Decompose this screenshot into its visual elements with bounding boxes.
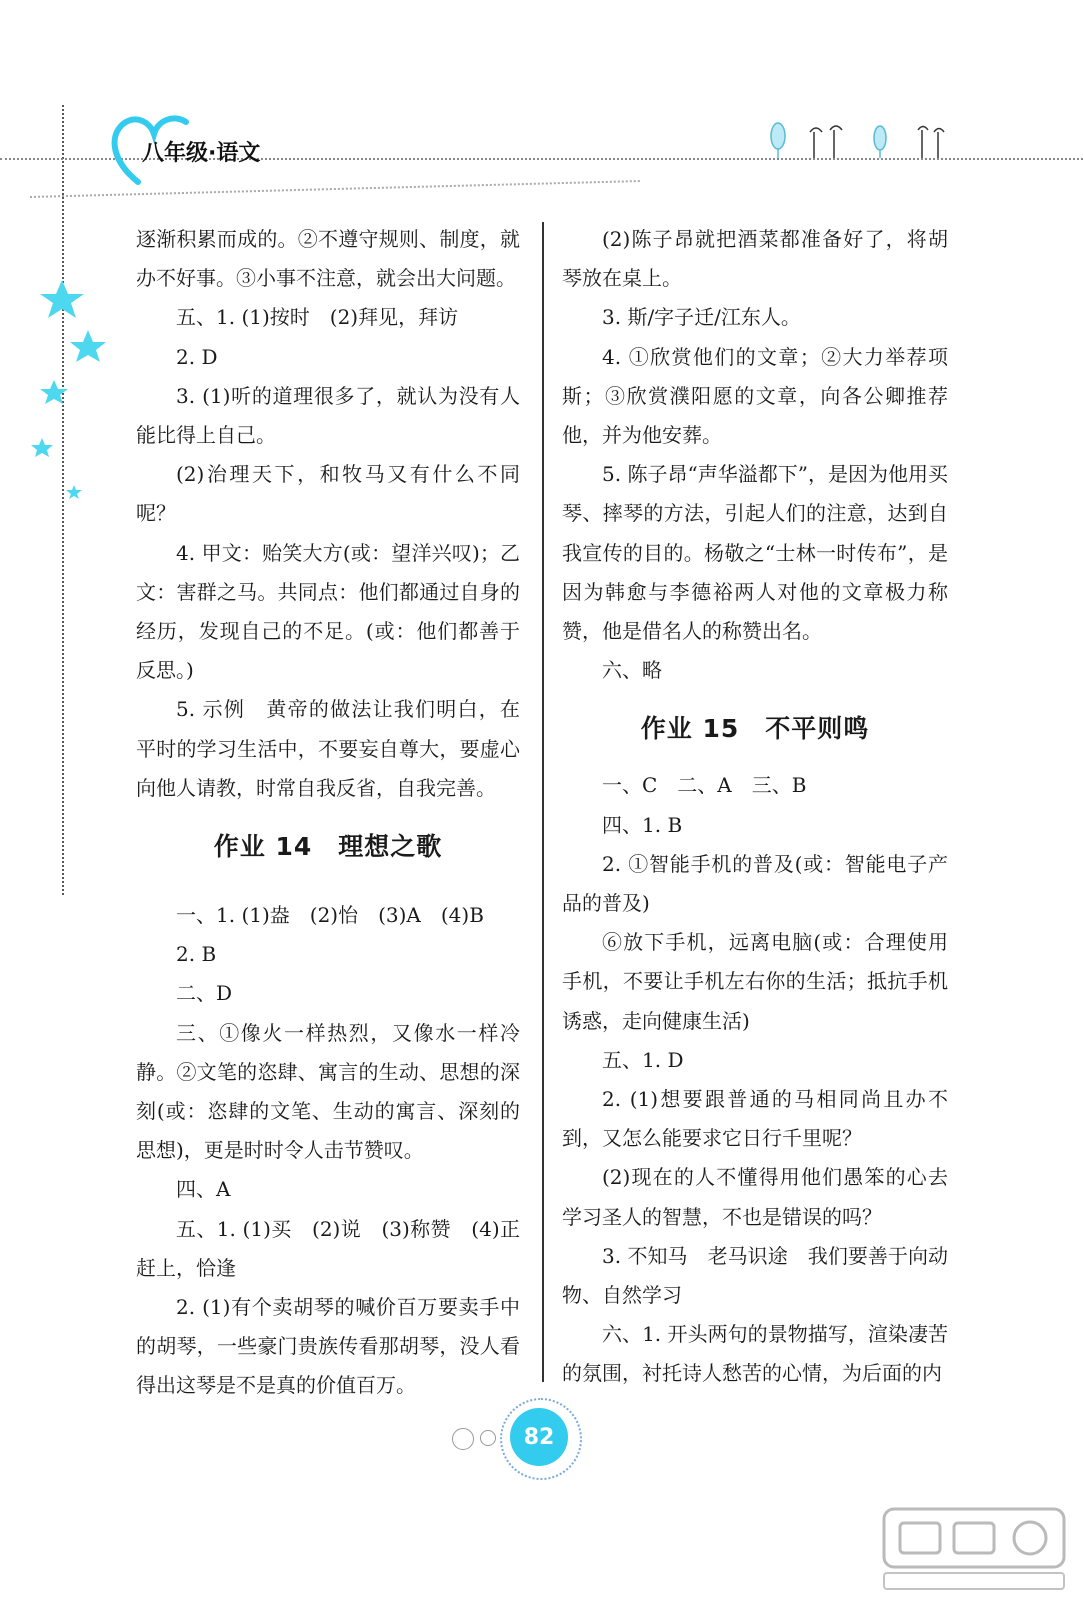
answer-text: 2. ①智能手机的普及(或：智能电子产品的普及) (562, 851, 948, 916)
answer-text: 三、①像火一样热烈，又像水一样冷静。②文笔的恣肆、寓言的生动、思想的深刻(或：恣肆的文笔、生动的寓言、深刻的思想)，更是时时令人击节赞叹。 (136, 1020, 520, 1163)
answer-text: (2)陈子昂就把酒菜都准备好了，将胡琴放在桌上。 (562, 227, 948, 291)
answer-text: 2. B (176, 942, 217, 967)
header-title: 八年级·语文 (142, 141, 261, 166)
decor-circle (452, 1428, 474, 1450)
column-divider (542, 222, 544, 1382)
decor-circle (480, 1430, 496, 1446)
answer-text: 一、1. (1)盎 (2)怡 (3)A (4)B (176, 903, 484, 928)
answer-text: 五、1. D (602, 1047, 684, 1072)
answer-text: 一、C 二、A 三、B (602, 773, 807, 798)
answer-text: 五、1. (1)按时 (2)拜见，拜访 (176, 305, 459, 330)
answer-text: 5. 陈子昂“声华溢都下”，是因为他用买琴、摔琴的方法，引起人们的注意，达到自我宣传的目的。杨敬之“士林一时传布”，是因为韩愈与李德裕两人对他的文章极力称赞，他是借名人的称赞出名。 (562, 462, 948, 644)
page-number: 82 (510, 1408, 568, 1466)
answer-text: 2. D (176, 344, 218, 369)
answer-text: 逐渐积累而成的。②不遵守规则、制度，就办不好事。③小事不注意，就会出大问题。 (136, 227, 520, 291)
section-heading: 作业 15 不平则鸣 (640, 714, 870, 744)
right-column (562, 220, 948, 1394)
answer-text: 3. 斯/字子迁/江东人。 (602, 305, 801, 330)
answer-text: 六、略 (602, 658, 662, 683)
left-column (136, 220, 520, 1406)
answer-text: (2)现在的人不懂得用他们愚笨的心去学习圣人的智慧，不也是错误的吗？ (562, 1165, 948, 1229)
answer-text: 六、1. 开头两句的景物描写，渲染凄苦的氛围，衬托诗人愁苦的心情，为后面的内 (562, 1322, 948, 1386)
section-heading: 作业 14 理想之歌 (213, 832, 443, 862)
answer-text: 3. 不知马 老马识途 我们要善于向动物、自然学习 (562, 1243, 948, 1308)
answer-text: 2. (1)想要跟普通的马相同尚且办不到，又怎么能要求它日行千里呢？ (562, 1087, 948, 1151)
answer-text: 四、A (176, 1177, 231, 1202)
answer-text: (2)治理天下，和牧马又有什么不同呢？ (136, 462, 520, 526)
answer-text: 2. (1)有个卖胡琴的喊价百万要卖手中的胡琴，一些豪门贵族传看那胡琴，没人看得出这琴是不是真的价值百万。 (136, 1295, 520, 1398)
answer-text: 3. (1)听的道理很多了，就认为没有人能比得上自己。 (136, 383, 520, 448)
watermark-logo (880, 1505, 1070, 1595)
plant-icon (770, 120, 960, 160)
star-icon (30, 280, 110, 510)
answer-text: 4. ①欣赏他们的文章；②大力举荐项斯；③欣赏濮阳愿的文章，向各公卿推荐他，并为他安葬。 (562, 344, 948, 448)
answer-text: 四、1. B (602, 812, 683, 837)
answer-text: 五、1. (1)买 (2)说 (3)称赞 (4)正赶上，恰逢 (136, 1216, 520, 1280)
answer-text: 二、D (176, 981, 233, 1006)
answer-text: ⑥放下手机，远离电脑(或：合理使用手机，不要让手机左右你的生活；抵抗手机诱惑，走向健康生活) (562, 930, 948, 1033)
answer-text: 5. 示例 黄帝的做法让我们明白，在平时的学习生活中，不要妄自尊大，要虚心向他人请教，时常自我反省，自我完善。 (136, 697, 520, 800)
answer-text: 4. 甲文：贻笑大方(或：望洋兴叹)；乙文：害群之马。共同点：他们都通过自身的经历，发现自己的不足。(或：他们都善于反思。) (136, 540, 520, 683)
